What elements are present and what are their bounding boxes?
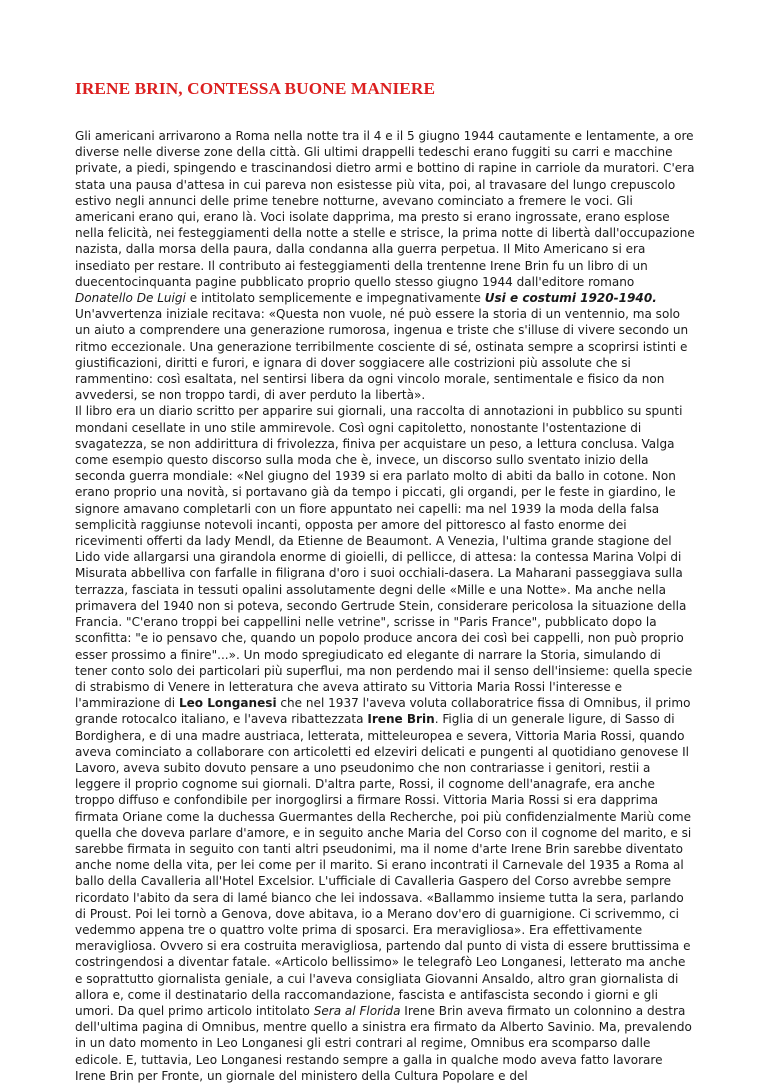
name-leo-longanesi: Leo Longanesi [178, 696, 277, 711]
article-title: IRENE BRIN, CONTESSA BUONE MANIERE [75, 79, 436, 98]
body-text-segment: che nel 1937 l'aveva voluta collaboratrice fissa di Omnibus, il primo grande rotocalco italiano, e l'aveva ribattezzata [75, 696, 691, 727]
article-title-sera-al-florida: Sera al Florida [313, 1003, 401, 1018]
body-text-segment: Irene Brin aveva firmato un colonnino a destra dell'ultima pagina di Omnibus, mentre quello a sinistra era firmato da Alberto Savinio. Ma, prevalendo in un dato momento in Leo Longanesi gli estri contrari al regime, Omnibus era scomparso dalle edicole. E, tuttavia, Leo Longanesi restando sempre a galla in qualche modo aveva fatto lavorare Irene Brin per Fronte, un giornale del ministero della Cultura Popolare e del [75, 1003, 692, 1083]
book-title: Usi e costumi 1920-1940. [484, 291, 657, 306]
article-body [75, 128, 695, 1084]
body-text-segment: Il libro era un diario scritto per apparire sui giornali, una raccolta di annotazioni in pubblico su spunti mondani cesellate in uno stile ammirevole. Così ogni capitoletto, nonostante l'ostentazione di svagatezza, se non addirittura di frivolezza, finiva per acquistare un peso, a lettura conclusa. Valga come esempio questo discorso sulla moda che è, invece, un discorso sullo sventato inizio della seconda guerra mondiale: «Nel giugno del 1939 si era parlato molto di abiti da ballo in cotone. Non erano proprio una novità, si portavano già da tempo i piccati, gli organdi, per le feste in giardino, le signore amavano completarli con un fiore appuntato nei capelli: ma nel 1939 la moda della falsa semplicità raggiunse notevoli incanti, opposta per amore del pittoresco al fasto enorme dei ricevimenti offerti da lady Mendl, da Etienne de Beaumont. A Venezia, l'ultima grande stagione del Lido vide allargarsi una girandola enorme di gioielli, di pellicce, di attesa: la contessa Marina Volpi di Misurata abbelliva con farfalle in filigrana d'oro i suoi occhiali-dasera. La Maharani passeggiava sulla terrazza, fasciata in tessuti opalini assolutamente degni delle «Mille e una Notte». Ma anche nella primavera del 1940 non si poteva, secondo Gertrude Stein, considerare pericolosa la situazione della Francia. "C'erano troppi bei cappellini nelle vetrine", scrisse in "Paris France", pubblicato dopo la sconfitta: "e io pensavo che, quando un popolo produce ancora dei così bei cappelli, non può proprio esser prossimo a finire"...». Un modo spregiudicato ed elegante di narrare la Storia, simulando di tener conto solo dei particolari più superflui, ma non perdendo mai il senso dell'insieme: quella specie di strabismo di Venere in letteratura che aveva attirato su Vittoria Maria Rossi l'interesse e l'ammirazione di [75, 404, 693, 711]
publisher-name: Donatello De Luigi [75, 291, 186, 306]
body-text-segment: Un'avvertenza iniziale recitava: «Questa non vuole, né può essere la storia di un ventennio, ma solo un aiuto a comprendere una generazione rumorosa, ingenua e triste che s'illuse di vivere secondo un ritmo eccezionale. Una generazione terribilmente cosciente di sé, ostinata sempre a scoprirsi istinti e giustificazioni, diritti e furori, e ignara di dover soggiacere alle costrizioni più assolute che si rammentino: così esaltata, nel sentirsi libera da ogni vincolo morale, sentimentale e fisico da non avvedersi, se non troppo tardi, di aver perduto la libertà». [75, 307, 689, 403]
name-irene-brin: Irene Brin [367, 712, 435, 727]
body-text-segment: e intitolato semplicemente e impegnativamente [185, 291, 485, 306]
body-text-segment: Gli americani arrivarono a Roma nella notte tra il 4 e il 5 giugno 1944 cautamente e lentamente, a ore diverse nelle diverse zone della città. Gli ultimi drappelli tedeschi erano fuggiti su carri e macchine private, a piedi, spingendo e trascinandosi dietro armi e bottino di rapine in carriole da muratori. C'era stata una pausa d'attesa in cui pareva non esistesse più vita, poi, al travasare del lungo crepuscolo estivo negli annunci delle prime tenebre notturne, avevano cominciato a fremere le voci. Gli americani erano qui, erano là. Voci isolate dapprima, ma presto si erano ingrossate, erano esplose nella felicità, nei festeggiamenti della notte a stelle e strisce, la prima notte di libertà dall'occupazione nazista, dalla morsa della paura, dalla condanna alla guerra perpetua. Il Mito Americano si era insediato per restare. Il contributo ai festeggiamenti della trentenne Irene Brin fu un libro di un duecentocinquanta pagine pubblicato proprio quello stesso giugno 1944 dall'editore romano [75, 129, 695, 289]
body-text-segment: . Figlia di un generale ligure, di Sasso di Bordighera, e di una madre austriaca, letterata, mitteleuropea e severa, Vittoria Maria Rossi, quando aveva cominciato a collaborare con articoletti ed elzeviri delicati e pungenti al quotidiano genovese Il Lavoro, aveva subito dovuto pensare a uno pseudonimo che non contrariasse i genitori, restii a leggere il proprio cognome sui giornali. D'altra parte, Rossi, il cognome dell'anagrafe, era anche troppo diffuso e confondibile per inorgoglirsi a firmare Rossi. Vittoria Maria Rossi si era dapprima firmata Oriane come la duchessa Guermantes della Recherche, poi più confidenzialmente Mariù come quella che doveva parlare d'amore, e in seguito anche Maria del Corso con il cognome del marito, e si sarebbe firmata in seguito con tanti altri pseudonimi, ma il nome d'arte Irene Brin sarebbe diventato anche nome della vita, per lei come per il marito. Si erano incontrati il Carnevale del 1935 a Roma al ballo della Cavalleria all'Hotel Excelsior. L'ufficiale di Cavalleria Gaspero del Corso avrebbe sempre ricordato l'abito da sera di lamé bianco che lei indossava. «Ballammo insieme tutta la sera, parlando di Proust. Poi lei tornò a Genova, dove abitava, io a Merano dov'ero di guarnigione. Ci scrivemmo, ci vedemmo appena tre o quattro volte prima di sposarci. Era meravigliosa». Era effettivamente meravigliosa. Ovvero si era costruita meravigliosa, partendo dal punto di vista di essere bruttissima e costringendosi a diventar fatale. «Articolo bellissimo» le telegrafò Leo Longanesi, letterato ma anche e soprattutto giornalista geniale, a cui l'aveva consigliata Giovanni Ansaldo, altro gran giornalista di allora e, come il destinatario della raccomandazione, fascista e antifascista secondo i giorni e gli umori. Da quel primo articolo intitolato [75, 712, 692, 1018]
